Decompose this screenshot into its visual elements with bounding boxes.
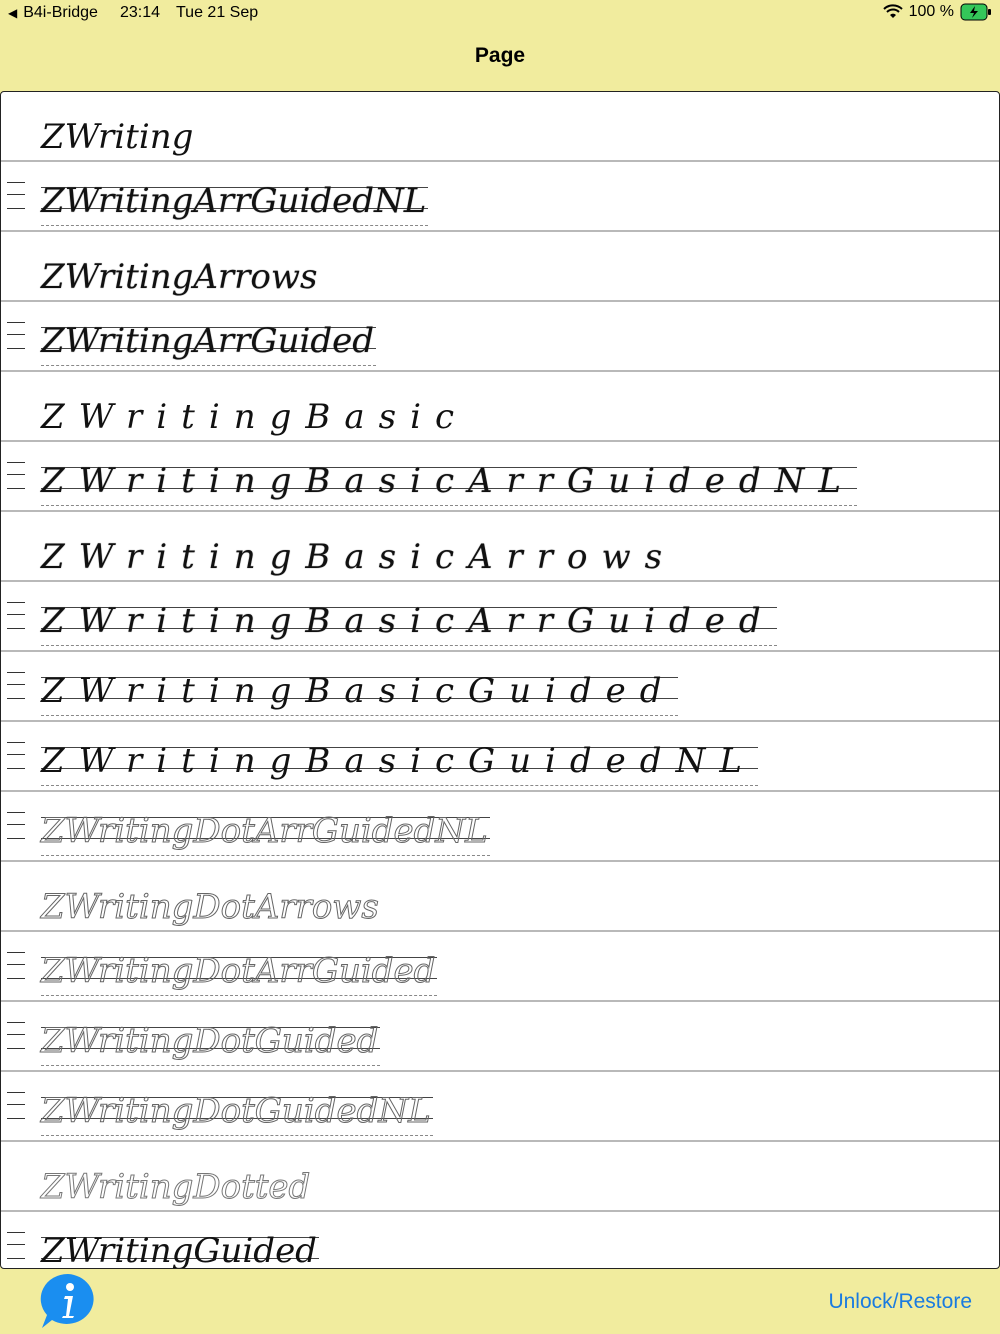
list-item-label: ZWritingArrGuidedNL xyxy=(41,184,428,224)
guide-ticks-icon xyxy=(7,1022,25,1060)
back-app-label: B4i-Bridge xyxy=(23,4,98,21)
guide-ticks-icon xyxy=(7,322,25,360)
battery-charging-icon xyxy=(960,3,992,21)
back-to-app[interactable] xyxy=(8,4,98,22)
status-bar xyxy=(0,0,1000,28)
list-item-label: ZWritingBasicArrGuidedNL xyxy=(41,464,857,504)
back-triangle-icon: ◀ xyxy=(8,6,18,20)
list-item[interactable] xyxy=(1,1002,999,1072)
list-item[interactable] xyxy=(1,372,999,442)
list-item-label: ZWritingDotArrGuidedNL xyxy=(41,814,490,854)
list-item[interactable] xyxy=(1,1142,999,1212)
status-time: 23:14 xyxy=(120,4,161,21)
list-item[interactable] xyxy=(1,722,999,792)
guide-ticks-icon xyxy=(7,602,25,640)
list-item-label: ZWritingBasicArrows xyxy=(41,537,677,577)
guide-ticks-icon xyxy=(7,1232,25,1269)
info-icon[interactable] xyxy=(38,1272,98,1330)
list-item-label: ZWritingBasicGuided xyxy=(41,674,678,714)
list-item-label: ZWritingDotted xyxy=(41,1167,311,1207)
battery-percent: 100 % xyxy=(908,3,954,20)
list-item[interactable] xyxy=(1,932,999,1002)
list-item[interactable] xyxy=(1,792,999,862)
list-item-label: ZWritingGuided xyxy=(41,1234,319,1269)
list-item[interactable] xyxy=(1,1212,999,1269)
guide-ticks-icon xyxy=(7,182,25,220)
status-right xyxy=(883,3,992,21)
guide-ticks-icon xyxy=(7,672,25,710)
list-item-label: ZWritingDotArrGuided xyxy=(41,954,437,994)
list-item[interactable] xyxy=(1,92,999,162)
list-item-label: ZWritingBasicArrGuided xyxy=(41,604,777,644)
list-item-label: ZWritingArrows xyxy=(41,257,318,297)
list-item-label: ZWritingDotGuided xyxy=(41,1024,380,1064)
guide-ticks-icon xyxy=(7,742,25,780)
list-item[interactable] xyxy=(1,162,999,232)
list-item[interactable] xyxy=(1,652,999,722)
list-item-label: ZWritingBasicGuidedNL xyxy=(41,744,758,784)
list-item[interactable] xyxy=(1,232,999,302)
unlock-restore-button[interactable]: Unlock/Restore xyxy=(828,1290,972,1313)
guide-ticks-icon xyxy=(7,462,25,500)
list-item-label: ZWritingArrGuided xyxy=(41,324,376,364)
guide-ticks-icon xyxy=(7,812,25,850)
list-item[interactable] xyxy=(1,582,999,652)
list-item[interactable] xyxy=(1,862,999,932)
status-date: Tue 21 Sep xyxy=(176,4,259,21)
bottom-toolbar xyxy=(0,1268,1000,1334)
list-item[interactable] xyxy=(1,442,999,512)
guide-ticks-icon xyxy=(7,952,25,990)
list-item[interactable] xyxy=(1,1072,999,1142)
wifi-icon xyxy=(883,4,903,20)
list-item-label: ZWritingDotArrows xyxy=(41,887,379,927)
list-item-label: ZWriting xyxy=(41,117,194,157)
handwriting-style-list[interactable] xyxy=(0,91,1000,1269)
list-item-label: ZWritingDotGuidedNL xyxy=(41,1094,433,1134)
list-item[interactable] xyxy=(1,512,999,582)
list-item-label: ZWritingBasic xyxy=(41,397,468,437)
guide-ticks-icon xyxy=(7,1092,25,1130)
list-item[interactable] xyxy=(1,302,999,372)
page-title: Page xyxy=(474,44,526,67)
